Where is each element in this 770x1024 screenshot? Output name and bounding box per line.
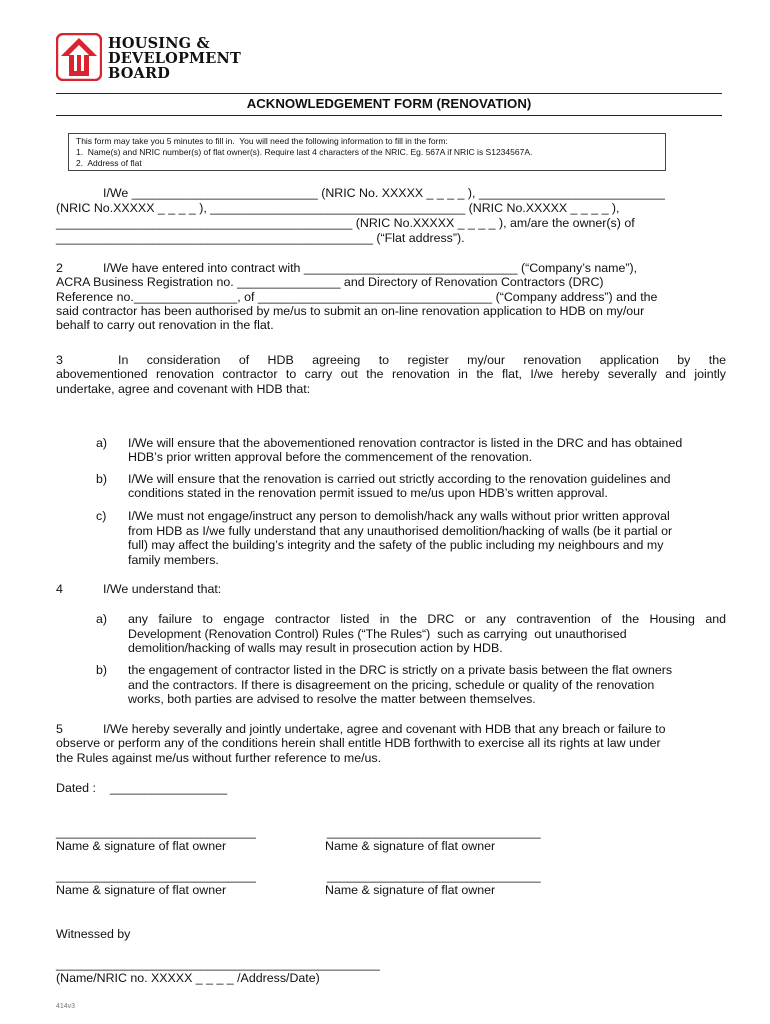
para2-line2: ACRA Business Registration no. _______________ and Directory of Renovation Contractors (DRC): [56, 275, 604, 289]
signature-caption-owner4: Name & signature of flat owner: [325, 883, 496, 897]
form-title: ACKNOWLEDGEMENT FORM (RENOVATION): [246, 96, 532, 111]
signature-line-owner1[interactable]: _____________________________: [56, 825, 256, 839]
witness-signature-line[interactable]: _______________________________________________: [56, 957, 380, 971]
para5-number: 5: [56, 722, 63, 736]
para5-line3: the Rules against me/us without further reference to me/us.: [56, 751, 382, 765]
item3b-label: b): [96, 472, 108, 486]
title-top-rule: [56, 93, 722, 94]
signature-line-owner2[interactable]: _______________________________: [327, 825, 541, 839]
item3c-line3: full) may affect the building’s integrity and the safety of the public including my neighbours and my: [128, 538, 664, 552]
signature-caption-owner3: Name & signature of flat owner: [56, 883, 227, 897]
item4a-line1: any failure to engage contractor listed in the DRC or any contravention of the Housing and: [128, 612, 726, 626]
dated-label: Dated :: [56, 781, 96, 795]
org-name: [108, 36, 241, 81]
item3a-line2: HDB’s prior written approval before the commencement of the renovation.: [128, 450, 533, 464]
para2-line4: said contractor has been authorised by me/us to submit an on-line renovation application to HDB on my/our: [56, 304, 645, 318]
instructions-box: [68, 133, 666, 171]
item4a-line2: Development (Renovation Control) Rules (“The Rules“) such as carrying out unauthorised: [128, 627, 627, 641]
item3c-line1: I/We must not engage/instruct any person to demolish/hack any walls without prior written approval: [128, 509, 670, 523]
owners-line4: ______________________________________________ (“Flat address”).: [56, 231, 465, 245]
para3-line1: In consideration of HDB agreeing to register my/our renovation application by the: [118, 353, 726, 367]
para2-number: 2: [56, 261, 63, 275]
item4b-label: b): [96, 663, 108, 677]
org-name-line3: BOARD: [108, 65, 171, 82]
item4a-label: a): [96, 612, 108, 626]
item3c-label: c): [96, 509, 107, 523]
item3c-line2: from HDB as I/we fully understand that any unauthorised demolition/hacking of walls (be it partial or: [128, 524, 673, 538]
instructions-line1: This form may take you 5 minutes to fill in. You will need the following information to fill in the form:: [76, 136, 448, 146]
item4a-line3: demolition/hacking of walls may result in prosecution action by HDB.: [128, 641, 503, 655]
para5-line1: I/We hereby severally and jointly undertake, agree and covenant with HDB that any breach or failure to: [103, 722, 666, 736]
witness-label: Witnessed by: [56, 927, 131, 941]
signature-line-owner4[interactable]: _______________________________: [327, 869, 541, 883]
para2-line1: I/We have entered into contract with _______________________________ (“Company’s name”),: [103, 261, 638, 275]
para3-line2: abovementioned renovation contractor to carry out the renovation in the flat, I/we hereby severally and jointly: [56, 367, 726, 381]
owners-line2: (NRIC No.XXXXX _ _ _ _ ), _____________________________________ (NRIC No.XXXXX _ _ _ _ ),: [56, 201, 620, 215]
para4-text: I/We understand that:: [103, 582, 222, 596]
hdb-house-logo: [56, 33, 102, 81]
owners-line1: I/We ___________________________ (NRIC No. XXXXX _ _ _ _ ), ___________________________: [103, 186, 665, 200]
item4b-line2: and the contractors. If there is disagreement on the pricing, schedule or quality of the renovation: [128, 678, 655, 692]
witness-caption: (Name/NRIC no. XXXXX _ _ _ _ /Address/Date): [56, 971, 320, 985]
signature-caption-owner1: Name & signature of flat owner: [56, 839, 227, 853]
instructions-line3: 2. Address of flat: [76, 158, 142, 168]
item4b-line3: works, both parties are advised to resolve the matter between themselves.: [128, 692, 536, 706]
item3c-line4: family members.: [128, 553, 219, 567]
owners-line3: ___________________________________________ (NRIC No.XXXXX _ _ _ _ ), am/are the owner(s) of: [56, 216, 635, 230]
instructions-line2: 1. Name(s) and NRIC number(s) of flat owner(s). Require last 4 characters of the NRIC. Eg. 567A if NRIC is S1234567A.: [76, 147, 533, 157]
hdb-house-logo-icon: [56, 33, 102, 81]
para2-line3: Reference no._______________, of __________________________________ (“Company address”) and the: [56, 290, 658, 304]
form-version-code: 414v3: [56, 1003, 76, 1010]
item4b-line1: the engagement of contractor listed in the DRC is strictly on a private basis between the flat owners: [128, 663, 673, 677]
org-name-line1: HOUSING &: [108, 35, 210, 52]
signature-line-owner3[interactable]: _____________________________: [56, 869, 256, 883]
signature-caption-owner2: Name & signature of flat owner: [325, 839, 496, 853]
org-name-line2: DEVELOPMENT: [108, 50, 242, 67]
item3a-line1: I/We will ensure that the abovementioned renovation contractor is listed in the DRC and has obtained: [128, 436, 683, 450]
dated-field[interactable]: _________________: [110, 781, 228, 795]
item3b-line2: conditions stated in the renovation permit issued to me/us upon HDB’s written approval.: [128, 486, 608, 500]
para5-line2: observe or perform any of the conditions herein shall entitle HDB forthwith to exercise all its rights at law under: [56, 736, 661, 750]
para4-number: 4: [56, 582, 63, 596]
para2-line5: behalf to carry out renovation in the flat.: [56, 318, 274, 332]
para3-number: 3: [56, 353, 63, 367]
para3-line3: undertake, agree and covenant with HDB that:: [56, 382, 311, 396]
item3b-line1: I/We will ensure that the renovation is carried out strictly according to the renovation guidelines and: [128, 472, 671, 486]
item3a-label: a): [96, 436, 108, 450]
title-bottom-rule: [56, 115, 722, 116]
